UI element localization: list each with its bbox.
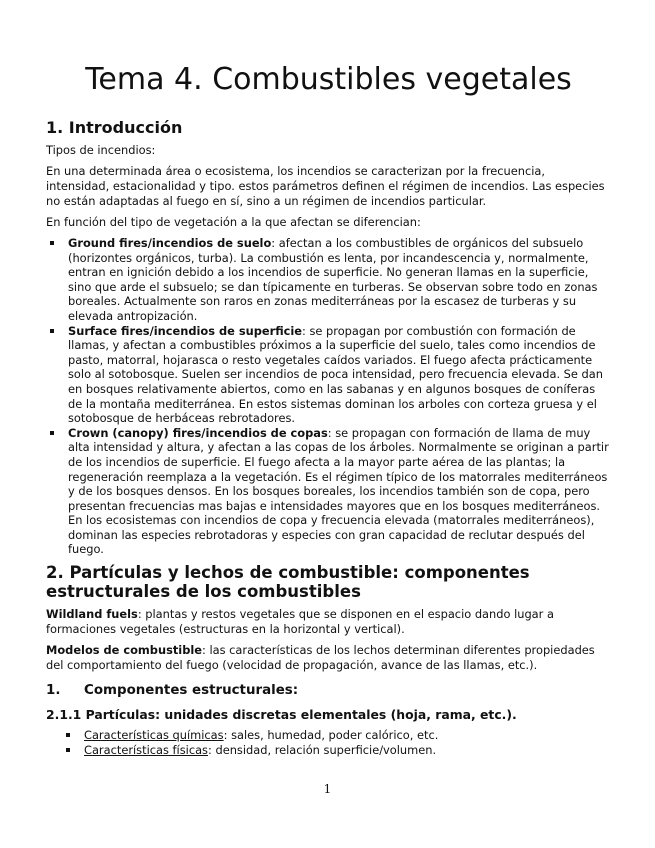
desc-crown-fires: : se propagan con formación de llama de muy alta intensidad y altura, y afectan a las copas de los árboles. Normalmente se originan a partir de los incendios de superficie. El fuego afecta a la mayor parte aérea de las plantas; la regeneración reemplaza a la vegetación. Es el régimen típico de los matorrales mediterráneos y de los bosques densos. En los bosques boreales, los incendios también son de copa, pero presentan frecuencias mas bajas e intensidades mayores que en los bosques mediterráneos. En los ecosistemas con incendios de copa y frecuencia elevada (matorrales mediterráneos), dominan las especies rebrotadoras y especies con gran capacidad de reclutar después del fuego. bbox=[68, 425, 609, 557]
desc-wildland-fuels: : plantas y restos vegetales que se disponen en el espacio dando lugar a formaciones vegetales (estructuras en la horizontal y vertical). bbox=[46, 607, 554, 637]
document-page bbox=[46, 56, 611, 758]
subsection-heading bbox=[46, 683, 611, 699]
desc-chemical: : sales, humedad, poder calórico, etc. bbox=[223, 728, 439, 743]
desc-ground-fires: : afectan a los combustibles de orgánicos del subsuelo (horizontes orgánicos, turba). La combustión es lenta, por incandescencia y, normalmente, entran en ignición debido a los incendios de superficie. No generan llamas en la superficie, sino que arde el subsuelo; se dan típicamente en turberas. Se observan sobre todo en zonas boreales. Actualmente son raros en zonas mediterráneas por la escasez de turberas y su elevada antropización. bbox=[68, 236, 598, 323]
bullet-icon bbox=[66, 748, 70, 752]
paragraph-regime: En una determinada área o ecosistema, los incendios se caracterizan por la frecuencia, intensidad, estacionalidad y tipo. estos parámetros definen el régimen de incendios. Las especies no están adaptadas al fuego en sí, sino a un régimen de incendios particular. bbox=[46, 164, 605, 208]
paragraph-fire-types: Tipos de incendios: bbox=[46, 143, 156, 157]
paragraph-wildland-fuels bbox=[46, 607, 611, 637]
bullet-icon bbox=[50, 329, 54, 333]
bullet-icon bbox=[50, 431, 54, 435]
list-item-surface-fires bbox=[46, 324, 611, 426]
desc-surface-fires: : se propagan por combustión con formación de llamas, y afectan a combustibles próximos a la superficie del suelo, tales como incendios de pasto, matorral, hojarasca o resto vegetales caídos variados. El fuego afecta prácticamente solo al sotobosque. Suelen ser incendios de poca intensidad, pero frecuencia elevada. Se dan en bosques relativamente abiertos, como en las sabanas y en algunos bosques de coníferas de la montaña mediterránea. En estos sistemas dominan los arboles con corteza gruesa y el sotobosque de herbáceas rebrotadores. bbox=[68, 323, 603, 426]
subsubsection-heading: 2.1.1 Partículas: unidades discretas elementales (hoja, rama, etc.). bbox=[46, 707, 517, 723]
term-wildland-fuels: Wildland fuels bbox=[46, 607, 138, 622]
list-item-crown-fires bbox=[46, 426, 611, 557]
particle-characteristics-list bbox=[46, 728, 611, 758]
paragraph-fuel-models bbox=[46, 643, 611, 673]
section-1-heading: 1. Introducción bbox=[46, 118, 183, 137]
term-fuel-models: Modelos de combustible bbox=[46, 643, 202, 658]
bullet-icon bbox=[66, 733, 70, 737]
document-title: Tema 4. Combustibles vegetales bbox=[85, 62, 572, 97]
subsection-title: Componentes estructurales: bbox=[84, 683, 299, 699]
desc-physical: : densidad, relación superficie/volumen. bbox=[208, 743, 437, 758]
term-chemical: Características químicas bbox=[84, 728, 224, 743]
list-item-chemical bbox=[46, 728, 611, 743]
paragraph-vegetation: En función del tipo de vegetación a la que afectan se diferencian: bbox=[46, 215, 421, 229]
list-item-physical bbox=[46, 743, 611, 758]
term-ground-fires: Ground fires/incendios de suelo bbox=[68, 236, 272, 250]
desc-fuel-models: : las características de los lechos determinan diferentes propiedades del comportamiento del fuego (velocidad de propagación, avance de las llamas, etc.). bbox=[46, 643, 595, 673]
section-2-heading: 2. Partículas y lechos de combustible: componentes estructurales de los combustibles bbox=[46, 563, 530, 602]
list-item-ground-fires bbox=[46, 236, 611, 324]
page-number: 1 bbox=[323, 782, 332, 796]
fire-type-list bbox=[46, 236, 611, 557]
term-surface-fires: Surface fires/incendios de superficie bbox=[68, 323, 303, 338]
term-crown-fires: Crown (canopy) fires/incendios de copas bbox=[68, 425, 328, 440]
bullet-icon bbox=[50, 241, 54, 245]
subsection-number: 1. bbox=[46, 683, 61, 699]
term-physical: Características físicas bbox=[84, 743, 208, 758]
